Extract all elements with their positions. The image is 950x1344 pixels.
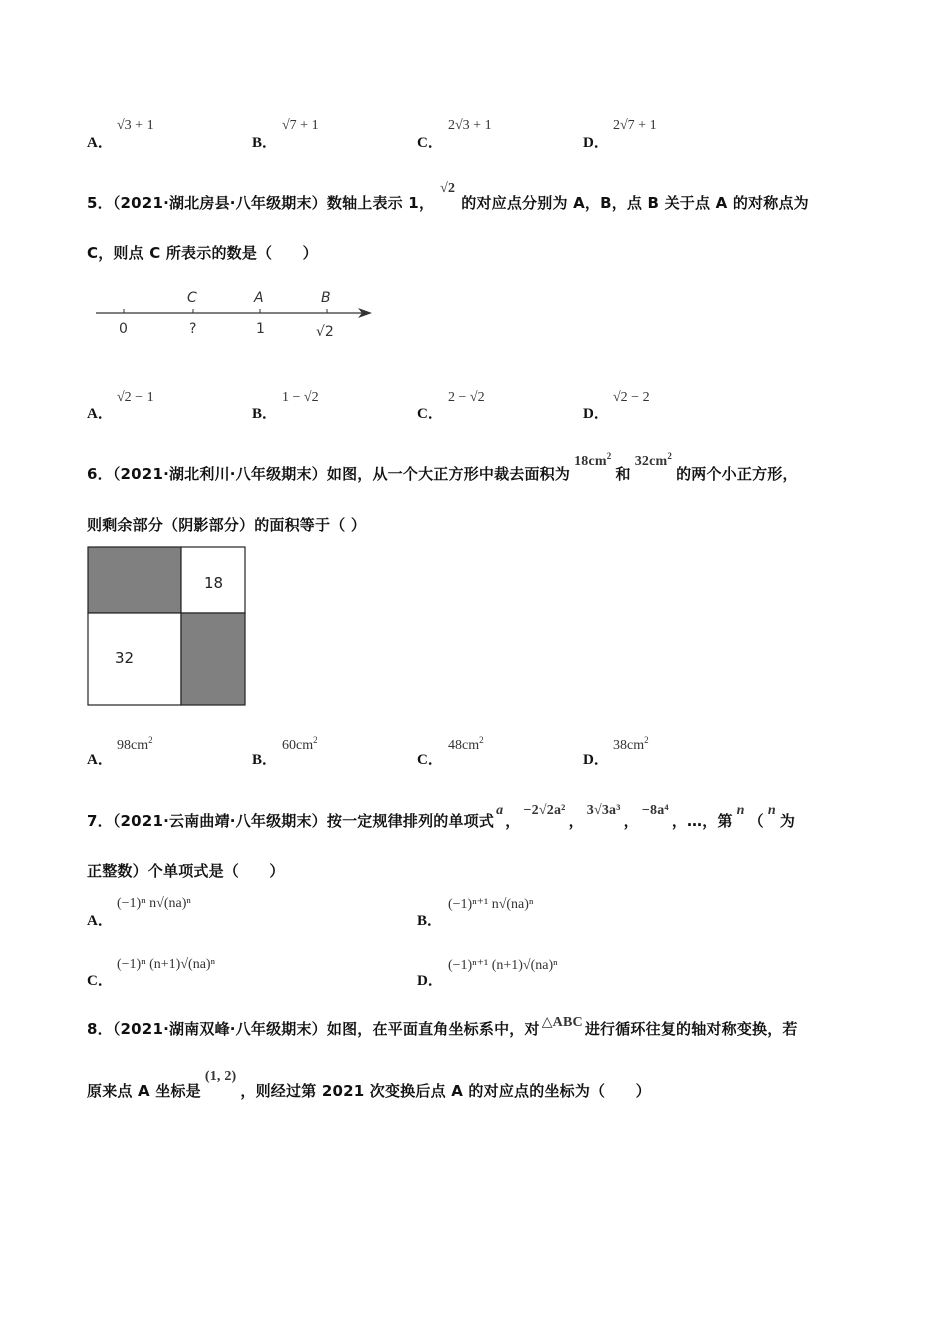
q7-option-c-expr: (−1)ⁿ (n+1)√(na)ⁿ [117, 957, 215, 972]
q7-term-1: a [496, 803, 504, 818]
value-sqrt2: √2 [316, 324, 334, 340]
q4-option-b-expr: √7 + 1 [282, 118, 319, 133]
q6-option-d-sup: 2 [644, 735, 649, 745]
q4-option-c-label: C． [417, 135, 443, 151]
q7-stem-a: 7．（2021·云南曲靖·八年级期末）按一定规律排列的单项式 [87, 812, 495, 830]
q6-option-d-expr: 38cm [613, 738, 645, 753]
value-question: ? [189, 321, 197, 337]
q5-line1 [87, 181, 809, 213]
q7-term-4: −8a⁴ [641, 803, 669, 818]
q5-option-d-label: D． [583, 406, 609, 422]
q7-term-2: −2√2a² [523, 803, 566, 818]
value-0: 0 [119, 321, 128, 337]
q6-line1 [87, 451, 798, 484]
q7-line2: 正整数）个单项式是（ ） [87, 862, 285, 880]
q5-option-c-expr: 2 − √2 [448, 390, 485, 405]
q6-option-d-label: D． [583, 752, 609, 768]
q6-line2: 则剩余部分（阴影部分）的面积等于（ ） [87, 516, 367, 534]
q6-stem-and: 和 [615, 465, 631, 483]
q7-option-d-label: D． [417, 973, 443, 989]
q8-stem-d: ，则经过第 2021 次变换后点 A 的对应点的坐标为（ ） [240, 1082, 651, 1100]
q6-stem-b: 的两个小正方形， [676, 465, 798, 483]
q6-option-c-sup: 2 [479, 735, 484, 745]
q5-line2: C，则点 C 所表示的数是（ ） [87, 244, 318, 262]
q5-stem-a: 5．（2021·湖北房县·八年级期末）数轴上表示 1， [87, 194, 435, 212]
q7-option-a-label: A． [87, 913, 113, 929]
q8-coordinate: (1, 2) [204, 1069, 237, 1084]
shaded-region-top-left [88, 547, 181, 613]
large-square-32 [88, 613, 181, 705]
q6-option-b-sup: 2 [313, 735, 318, 745]
q4-option-c-expr: 2√3 + 1 [448, 118, 492, 133]
q7-stem-c: 为 [779, 812, 796, 830]
q4-option-a-label: A． [87, 135, 113, 151]
q8-stem-b: 进行循环往复的轴对称变换，若 [584, 1020, 798, 1038]
q6-stem-a: 6．（2021·湖北利川·八年级期末）如图，从一个大正方形中裁去面积为 [87, 465, 571, 483]
label-a: A [254, 290, 264, 306]
small-square-label: 18 [204, 574, 224, 592]
q6-area1: 18cm [574, 454, 607, 469]
q7-n-1: n [736, 803, 745, 818]
q8-stem-a: 8．（2021·湖南双峰·八年级期末）如图，在平面直角坐标系中，对 [87, 1020, 540, 1038]
q8-line2 [87, 1069, 651, 1101]
q7-stem-b: ，…，第 [671, 812, 733, 830]
q7-option-d-expr: (−1)ⁿ⁺¹ (n+1)√(na)ⁿ [448, 958, 558, 973]
q4-option-d-label: D． [583, 135, 609, 151]
q5-option-b-expr: 1 − √2 [282, 390, 319, 405]
q7-option-b-expr: (−1)ⁿ⁺¹ n√(na)ⁿ [448, 897, 534, 912]
q4-option-b-label: B． [252, 135, 278, 151]
q7-term-3: 3√3a³ [586, 803, 621, 818]
q6-area2: 32cm [634, 454, 668, 469]
q5-option-a-expr: √2 − 1 [117, 390, 154, 405]
q7-line1: 7．（2021·云南曲靖·八年级期末）按一定规律排列的单项式a，−2√2a²，3√3a³，−8a⁴，…，第n（n为 [87, 803, 796, 830]
q6-option-b-expr: 60cm [282, 738, 314, 753]
q6-area2-sup: 2 [667, 451, 673, 461]
q6-area1-sup: 2 [606, 451, 612, 461]
q6-option-a-sup: 2 [148, 735, 153, 745]
shaded-region-bottom-right [181, 613, 245, 705]
value-1: 1 [256, 321, 265, 337]
q4-option-a-expr: √3 + 1 [117, 118, 154, 133]
q8-triangle: △ABC [541, 1015, 583, 1030]
q6-option-a-label: A． [87, 752, 113, 768]
q5-option-c-label: C． [417, 406, 443, 422]
q5-option-b-label: B． [252, 406, 278, 422]
q7-n-2: n [767, 803, 776, 818]
q4-option-d-expr: 2√7 + 1 [613, 118, 657, 133]
q5-stem-b: 的对应点分别为 A，B，点 B 关于点 A 的对称点为 [461, 194, 809, 212]
q5-option-a-label: A． [87, 406, 113, 422]
label-c: C [187, 290, 197, 306]
q7-option-b-label: B． [417, 913, 443, 929]
q7-option-c-label: C． [87, 973, 113, 989]
q6-square-figure [86, 546, 248, 707]
q7-option-a-expr: (−1)ⁿ n√(na)ⁿ [117, 896, 191, 911]
q5-number-line [90, 282, 380, 347]
q6-option-c-expr: 48cm [448, 738, 480, 753]
label-b: B [321, 290, 331, 306]
q8-stem-c: 原来点 A 坐标是 [87, 1082, 201, 1100]
q6-option-a-expr: 98cm [117, 738, 149, 753]
q6-option-b-label: B． [252, 752, 278, 768]
q5-option-d-expr: √2 − 2 [613, 390, 650, 405]
q6-option-c-label: C． [417, 752, 443, 768]
q5-sqrt2: √2 [440, 181, 456, 196]
q8-line1 [87, 1015, 798, 1039]
large-square-label: 32 [115, 649, 135, 667]
